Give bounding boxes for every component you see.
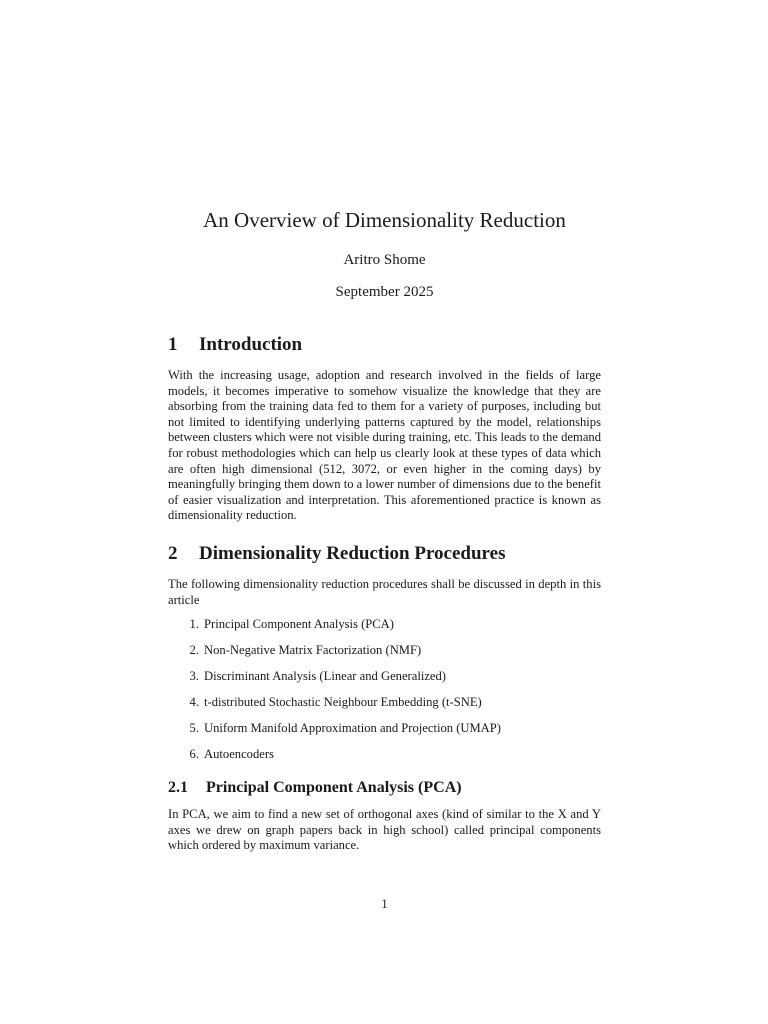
subsection-number: 2.1 bbox=[168, 779, 188, 796]
subsection-heading-pca bbox=[168, 778, 462, 798]
subsection-title: Principal Component Analysis (PCA) bbox=[206, 779, 462, 796]
list-item-label: Non-Negative Matrix Factorization (NMF) bbox=[204, 643, 422, 657]
procedures-list bbox=[168, 616, 601, 772]
procedures-paragraph: The following dimensionality reduction procedures shall be discussed in depth in this article bbox=[168, 577, 601, 607]
list-item-number: 2. bbox=[189, 643, 199, 657]
list-item-label: Uniform Manifold Approximation and Projection (UMAP) bbox=[204, 721, 501, 735]
section-title: Introduction bbox=[199, 334, 303, 355]
section-number: 2 bbox=[168, 543, 178, 564]
list-item bbox=[168, 616, 601, 642]
list-item-number: 6. bbox=[189, 747, 199, 761]
list-item bbox=[168, 668, 601, 694]
section-number: 1 bbox=[168, 334, 178, 355]
list-item bbox=[168, 642, 601, 668]
section-title: Dimensionality Reduction Procedures bbox=[199, 543, 506, 564]
list-item-label: Discriminant Analysis (Linear and Generalized) bbox=[204, 669, 446, 683]
list-item bbox=[168, 746, 601, 772]
list-item-number: 1. bbox=[189, 617, 199, 631]
author-name: Aritro Shome bbox=[343, 252, 426, 268]
list-item-number: 4. bbox=[189, 695, 199, 709]
section-heading-introduction bbox=[168, 333, 302, 357]
page-number: 1 bbox=[381, 897, 388, 911]
publication-date: September 2025 bbox=[335, 284, 434, 300]
list-item bbox=[168, 694, 601, 720]
paper-title: An Overview of Dimensionality Reduction bbox=[203, 208, 566, 232]
list-item-label: Autoencoders bbox=[204, 747, 274, 761]
section-heading-procedures bbox=[168, 542, 505, 566]
pca-paragraph: In PCA, we aim to find a new set of orthogonal axes (kind of similar to the X and Y axes we drew on graph papers back in high school) called principal components which ordered by maximum variance. bbox=[168, 807, 601, 853]
introduction-paragraph: With the increasing usage, adoption and research involved in the fields of large models, it becomes imperative to somehow visualize the knowledge that they are absorbing from the training data fed to them for a variety of purposes, including but not limited to identifying underlying patterns captured by the model, relationships between clusters which were not visible during training, etc. This leads to the demand for robust methodologies which can help us clearly look at these types of data which are often high dimensional (512, 3072, or even higher in the coming days) by meaningfully bringing them down to a lower number of dimensions due to the benefit of easier visualization and interpretation. This aforementioned practice is known as dimensionality reduction. bbox=[168, 368, 601, 523]
list-item-number: 3. bbox=[189, 669, 199, 683]
list-item-number: 5. bbox=[189, 721, 199, 735]
list-item-label: Principal Component Analysis (PCA) bbox=[204, 617, 394, 631]
list-item bbox=[168, 720, 601, 746]
list-item-label: t-distributed Stochastic Neighbour Embedding (t-SNE) bbox=[204, 695, 482, 709]
